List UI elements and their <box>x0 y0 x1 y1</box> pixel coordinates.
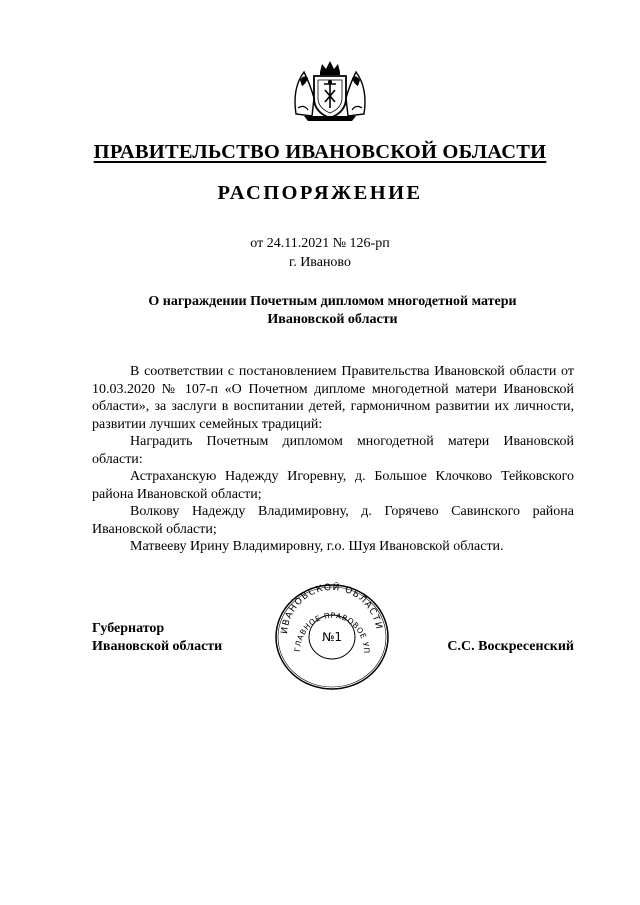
stamp-inner-text: ГЛАВНОЕ ПРАВОВОЕ УП <box>292 610 372 654</box>
coat-of-arms-icon <box>290 58 370 124</box>
signer-name: С.С. Воскресенский <box>447 639 574 654</box>
subject-line: О награждении Почетным дипломом многодетной матери <box>148 294 517 309</box>
document-type: РАСПОРЯЖЕНИЕ <box>217 182 423 204</box>
svg-text:ИВАНОВСКОЙ ОБЛАСТИ <box>280 582 384 635</box>
signer-position <box>92 620 222 655</box>
body-paragraph: Наградить Почетным дипломом многодетной матери Ивановской области: <box>92 434 574 467</box>
government-title: ПРАВИТЕЛЬСТВО ИВАНОВСКОЙ ОБЛАСТИ <box>93 141 547 163</box>
document-city: г. Иваново <box>289 255 351 270</box>
document-body <box>92 363 574 556</box>
body-paragraph: Матвееву Ирину Владимировну, г.о. Шуя Ивановской области. <box>130 539 504 554</box>
body-paragraph: В соответствии с постановлением Правительства Ивановской области от 10.03.2020 № 107-п «О Почетном дипломе многодетной матери Ивановской области», за заслуги в воспитании детей, гармоничном развитии их личности, развитии лучших семейных традиций: <box>92 364 574 432</box>
signer-position-line: Губернатор <box>92 621 165 636</box>
stamp-outer-text: ИВАНОВСКОЙ ОБЛАСТИ <box>279 582 384 635</box>
document-date-number: от 24.11.2021 № 126-рп <box>250 236 390 251</box>
signer-position-line: Ивановской области <box>92 638 223 654</box>
official-stamp-icon <box>268 582 396 692</box>
body-paragraph: Астраханскую Надежду Игоревну, д. Большое Клочково Тейковского района Ивановской области; <box>92 469 574 502</box>
stamp-number: №1 <box>321 630 343 644</box>
document-subject <box>90 293 575 328</box>
body-paragraph: Волкову Надежду Владимировну, д. Горячево Савинского района Ивановской области; <box>92 504 574 537</box>
subject-line: Ивановской области <box>267 311 398 327</box>
